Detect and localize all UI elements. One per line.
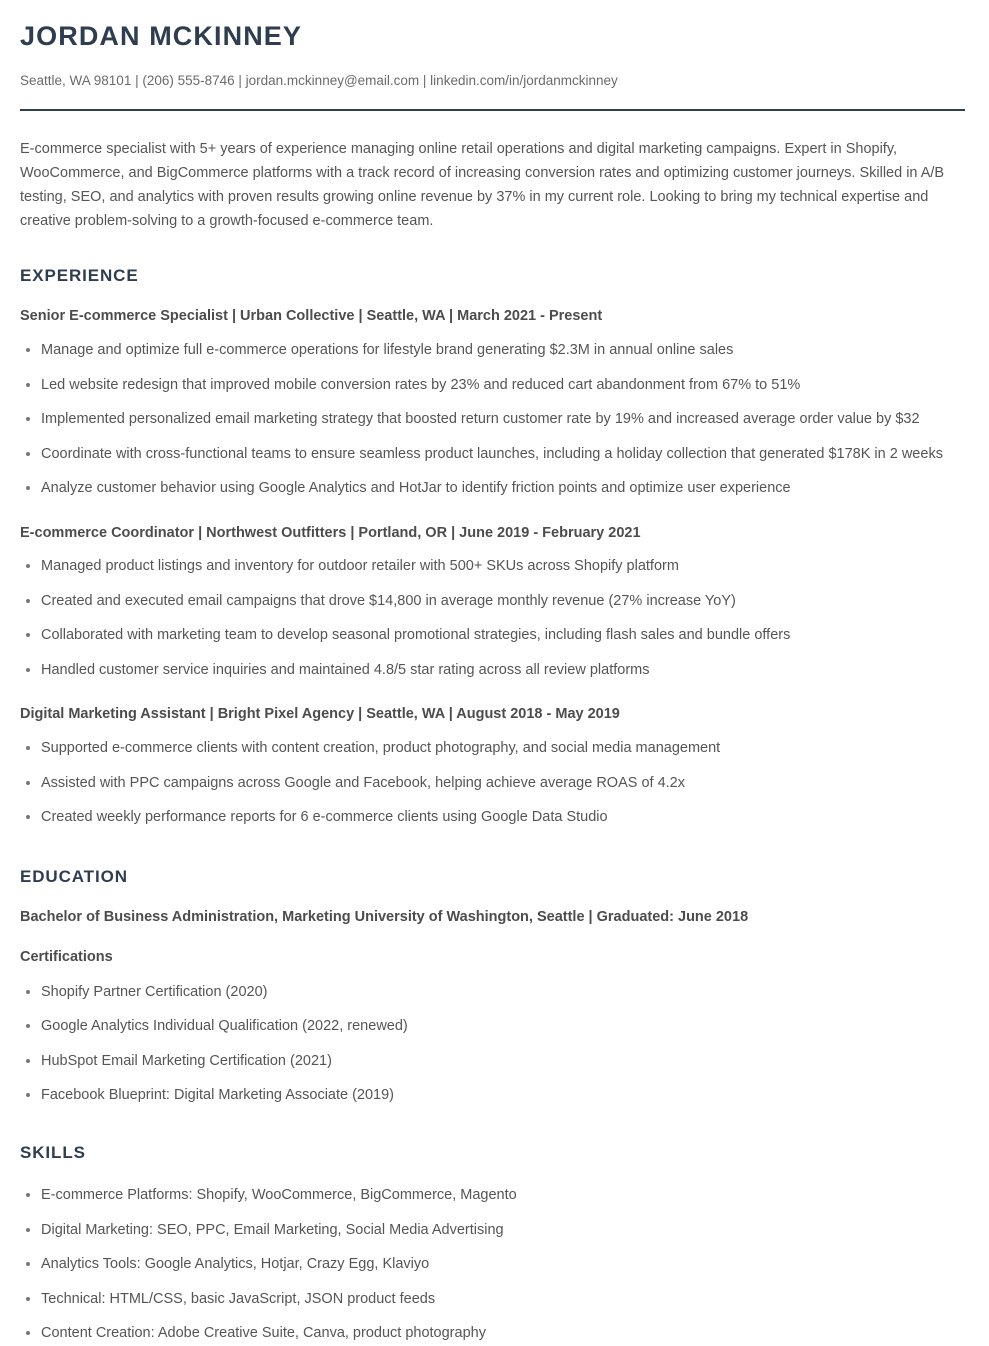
- list-item: Analytics Tools: Google Analytics, Hotjar, Crazy Egg, Klaviyo: [20, 1253, 965, 1276]
- experience-bullet-list: [20, 737, 965, 829]
- section-title-experience: EXPERIENCE: [20, 265, 139, 285]
- experience-job-list: [20, 307, 965, 829]
- list-item: Handled customer service inquiries and maintained 4.8/5 star rating across all review platforms: [20, 659, 965, 682]
- list-item: Created and executed email campaigns that drove $14,800 in average monthly revenue (27% increase YoY): [20, 590, 965, 613]
- page-title: JORDAN MCKINNEY: [20, 21, 303, 51]
- list-item: Digital Marketing: SEO, PPC, Email Marketing, Social Media Advertising: [20, 1219, 965, 1242]
- professional-summary: E-commerce specialist with 5+ years of experience managing online retail operations and digital marketing campaigns. Expert in Shopify, WooCommerce, and BigCommerce platforms with a track record of increasing conversion rates and optimizing customer journeys. Skilled in A/B testing, SEO, and analytics with proven results growing online revenue by 37% in my current role. Looking to bring my technical expertise and creative problem-solving to a growth-focused e-commerce team.: [20, 140, 945, 229]
- section-title-skills: SKILLS: [20, 1142, 86, 1162]
- list-item: Facebook Blueprint: Digital Marketing Associate (2019): [20, 1084, 965, 1107]
- list-item: Managed product listings and inventory for outdoor retailer with 500+ SKUs across Shopify platform: [20, 555, 965, 578]
- resume-header: [20, 22, 965, 111]
- list-item: Technical: HTML/CSS, basic JavaScript, JSON product feeds: [20, 1288, 965, 1311]
- list-item: Collaborated with marketing team to develop seasonal promotional strategies, including flash sales and bundle offers: [20, 624, 965, 647]
- list-item: Created weekly performance reports for 6 e-commerce clients using Google Data Studio: [20, 806, 965, 829]
- education-degree-line: Bachelor of Business Administration, Marketing University of Washington, Seattle | Graduated: June 2018: [20, 909, 749, 926]
- list-item: Analyze customer behavior using Google Analytics and HotJar to identify friction points and optimize user experience: [20, 477, 965, 500]
- section-experience: [20, 267, 965, 830]
- list-item: Led website redesign that improved mobile conversion rates by 23% and reduced cart abandonment from 67% to 51%: [20, 374, 965, 397]
- list-item: Manage and optimize full e-commerce operations for lifestyle brand generating $2.3M in annual online sales: [20, 339, 965, 362]
- list-item: Content Creation: Adobe Creative Suite, Canva, product photography: [20, 1322, 965, 1345]
- experience-bullet-list: [20, 339, 965, 500]
- experience-entry: [20, 705, 965, 829]
- experience-entry-heading: E-commerce Coordinator | Northwest Outfitters | Portland, OR | June 2019 - February 2021: [20, 524, 641, 541]
- experience-entry-heading: Digital Marketing Assistant | Bright Pixel Agency | Seattle, WA | August 2018 - May 2019: [20, 706, 620, 723]
- experience-entry: [20, 524, 965, 683]
- experience-entry: [20, 307, 965, 500]
- list-item: Assisted with PPC campaigns across Google and Facebook, helping achieve average ROAS of 4.2x: [20, 772, 965, 795]
- list-item: E-commerce Platforms: Shopify, WooCommerce, BigCommerce, Magento: [20, 1184, 965, 1207]
- section-education: [20, 868, 965, 1108]
- list-item: Supported e-commerce clients with content creation, product photography, and social media management: [20, 737, 965, 760]
- header-divider: [20, 109, 965, 111]
- list-item: Shopify Partner Certification (2020): [20, 981, 965, 1004]
- experience-bullet-list: [20, 555, 965, 682]
- section-skills: [20, 1144, 965, 1346]
- list-item: HubSpot Email Marketing Certification (2021): [20, 1050, 965, 1073]
- list-item: Coordinate with cross-functional teams to ensure seamless product launches, including a holiday collection that generated $178K in 2 weeks: [20, 443, 965, 466]
- skills-list: [20, 1184, 965, 1345]
- section-title-education: EDUCATION: [20, 866, 128, 886]
- list-item: Implemented personalized email marketing strategy that boosted return customer rate by 19% and increased average order value by $32: [20, 408, 965, 431]
- contact-info-line: Seattle, WA 98101 | (206) 555-8746 | jordan.mckinney@email.com | linkedin.com/in/jordanmckinney: [20, 73, 618, 89]
- certifications-subtitle: Certifications: [20, 948, 113, 965]
- experience-entry-heading: Senior E-commerce Specialist | Urban Collective | Seattle, WA | March 2021 - Present: [20, 308, 603, 325]
- list-item: Google Analytics Individual Qualification (2022, renewed): [20, 1015, 965, 1038]
- certifications-list: [20, 981, 965, 1108]
